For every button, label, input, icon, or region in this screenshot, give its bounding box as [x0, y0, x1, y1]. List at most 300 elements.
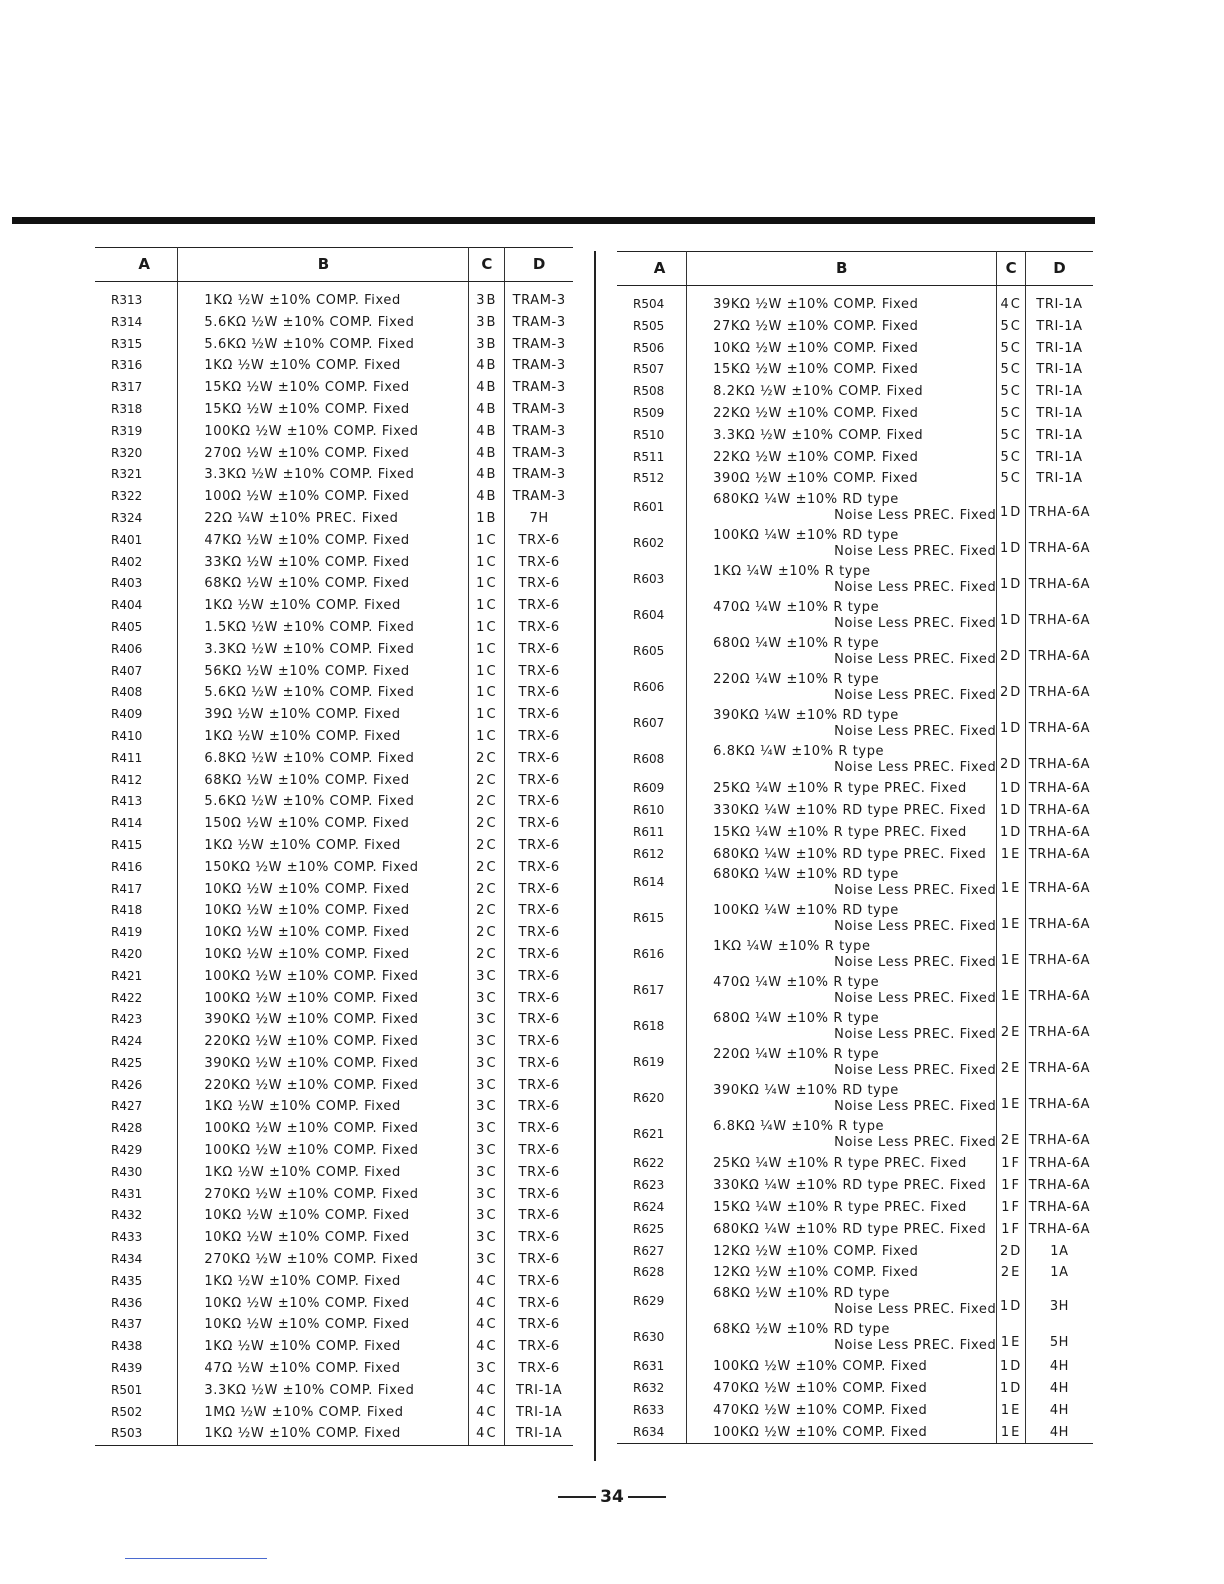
part-description: 25KΩ ¼W ±10% R type PREC. Fixed [687, 778, 997, 800]
part-description: 100KΩ ½W ±10% COMP. Fixed [178, 1140, 469, 1162]
board-name: TRHA-6A [1028, 577, 1091, 593]
table-row [617, 800, 1093, 822]
board-name: TRHA-6A [1028, 802, 1091, 818]
table-row [617, 973, 1093, 1009]
grid-location: 3C [469, 1140, 505, 1162]
ref-designator: R510 [617, 425, 687, 447]
ref-designator: R418 [95, 900, 178, 922]
part-description-line2: Noise Less PREC. Fixed [834, 508, 997, 524]
grid-location: 2D [997, 670, 1026, 706]
ref-designator: R319 [95, 421, 178, 443]
part-description: 10KΩ ½W ±10% COMP. Fixed [178, 1293, 469, 1315]
grid-location: 3C [469, 1249, 505, 1271]
ref-designator: R417 [95, 879, 178, 901]
grid-location: 1C [469, 726, 505, 748]
table-row [95, 355, 573, 377]
table-row [95, 421, 573, 443]
ref-designator: R620 [617, 1081, 687, 1117]
ref-designator: R611 [617, 822, 687, 844]
grid-location: 1E [997, 901, 1026, 937]
part-description [687, 490, 997, 526]
table-row [95, 552, 573, 574]
table-row [95, 1031, 573, 1053]
table-row [617, 1009, 1093, 1045]
board-name: TRHA-6A [1028, 649, 1091, 665]
ref-designator: R313 [95, 290, 178, 312]
part-description [687, 742, 997, 778]
table-row [617, 526, 1093, 562]
ref-designator: R503 [95, 1423, 178, 1445]
part-description [687, 526, 997, 562]
header-b: B [687, 252, 997, 286]
board-name: TRX-6 [518, 1099, 560, 1115]
board-name: TRAM-3 [512, 467, 566, 483]
part-description-line1: 100KΩ ¼W ±10% RD type [713, 903, 899, 919]
board-name: TRX-6 [518, 598, 560, 614]
part-description [687, 670, 997, 706]
grid-location: 2C [469, 879, 505, 901]
grid-location: 3C [469, 1009, 505, 1031]
board-name: 7H [529, 510, 549, 526]
ref-designator: R615 [617, 901, 687, 937]
ref-designator: R606 [617, 670, 687, 706]
board-name: TRI-1A [1036, 405, 1083, 421]
part-description: 1MΩ ½W ±10% COMP. Fixed [178, 1402, 469, 1424]
board-name: TRX-6 [518, 859, 560, 875]
part-description-line2: Noise Less PREC. Fixed [834, 955, 997, 971]
board-name: TRX-6 [518, 1077, 560, 1093]
board-name: TRHA-6A [1028, 846, 1091, 862]
table-row [95, 1314, 573, 1336]
table-row [95, 1184, 573, 1206]
ref-designator: R602 [617, 526, 687, 562]
table-row [95, 1009, 573, 1031]
ref-designator: R421 [95, 966, 178, 988]
part-description: 100KΩ ½W ±10% COMP. Fixed [178, 1118, 469, 1140]
part-description: 100KΩ ½W ±10% COMP. Fixed [178, 988, 469, 1010]
part-description: 100KΩ ½W ±10% COMP. Fixed [178, 421, 469, 443]
ref-designator: R612 [617, 844, 687, 866]
board-name: TRHA-6A [1028, 613, 1091, 629]
part-description-line1: 390KΩ ¼W ±10% RD type [713, 1083, 899, 1099]
board-name: 3H [1049, 1299, 1070, 1315]
part-description-line1: 390KΩ ¼W ±10% RD type [713, 708, 899, 724]
part-description: 150KΩ ½W ±10% COMP. Fixed [178, 857, 469, 879]
ref-designator: R629 [617, 1284, 687, 1320]
board-name: 4H [1049, 1359, 1070, 1375]
part-description-line2: Noise Less PREC. Fixed [834, 1099, 997, 1115]
ref-designator: R405 [95, 617, 178, 639]
part-description-line1: 1KΩ ¼W ±10% R type [713, 939, 871, 955]
part-description: 10KΩ ½W ±10% COMP. Fixed [178, 1205, 469, 1227]
grid-location: 1D [997, 598, 1026, 634]
part-description: 100KΩ ½W ±10% COMP. Fixed [687, 1422, 997, 1444]
table-row [617, 468, 1093, 490]
part-description [687, 634, 997, 670]
board-name: TRHA-6A [1028, 685, 1091, 701]
table-row [95, 1096, 573, 1118]
grid-location: 4B [469, 355, 505, 377]
ref-designator: R424 [95, 1031, 178, 1053]
header-d: D [505, 248, 573, 282]
ref-designator: R430 [95, 1162, 178, 1184]
board-name: 4H [1049, 1380, 1070, 1396]
ref-designator: R605 [617, 634, 687, 670]
grid-location: 4B [469, 399, 505, 421]
part-description [687, 706, 997, 742]
table-row [617, 901, 1093, 937]
board-name: TRX-6 [518, 837, 560, 853]
part-description: 12KΩ ½W ±10% COMP. Fixed [687, 1241, 997, 1263]
table-row [95, 1118, 573, 1140]
table-row [95, 1402, 573, 1424]
grid-location: 4C [469, 1293, 505, 1315]
board-name: TRAM-3 [512, 380, 566, 396]
table-row [617, 1378, 1093, 1400]
table-row [617, 865, 1093, 901]
ref-designator: R608 [617, 742, 687, 778]
grid-location: 5C [997, 338, 1026, 360]
part-description: 22Ω ¼W ±10% PREC. Fixed [178, 508, 469, 530]
ref-designator: R322 [95, 486, 178, 508]
table-body-left [95, 290, 573, 1446]
grid-location: 1C [469, 552, 505, 574]
header-d: D [1025, 252, 1093, 286]
ref-designator: R402 [95, 552, 178, 574]
part-description-line2: Noise Less PREC. Fixed [834, 1338, 997, 1354]
grid-location: 3C [469, 1162, 505, 1184]
grid-location: 2D [997, 1241, 1026, 1263]
grid-location: 1F [997, 1175, 1026, 1197]
grid-location: 1C [469, 573, 505, 595]
table-row [95, 966, 573, 988]
grid-location: 1E [997, 1320, 1026, 1356]
part-description: 270KΩ ½W ±10% COMP. Fixed [178, 1184, 469, 1206]
table-row [95, 290, 573, 312]
table-row [95, 573, 573, 595]
table-row [95, 682, 573, 704]
table-row [95, 988, 573, 1010]
grid-location: 3C [469, 1227, 505, 1249]
table-row [617, 562, 1093, 598]
part-description: 1KΩ ½W ±10% COMP. Fixed [178, 1271, 469, 1293]
board-name: TRX-6 [518, 816, 560, 832]
grid-location: 4C [469, 1423, 505, 1445]
grid-location: 2C [469, 770, 505, 792]
table-row [95, 1227, 573, 1249]
grid-location: 1C [469, 682, 505, 704]
board-name: TRAM-3 [512, 358, 566, 374]
part-description: 680KΩ ¼W ±10% RD type PREC. Fixed [687, 1219, 997, 1241]
part-description: 3.3KΩ ½W ±10% COMP. Fixed [178, 639, 469, 661]
grid-location: 3C [469, 1075, 505, 1097]
part-description-line2: Noise Less PREC. Fixed [834, 688, 997, 704]
table-row [95, 639, 573, 661]
part-description: 10KΩ ½W ±10% COMP. Fixed [178, 1227, 469, 1249]
grid-location: 1C [469, 639, 505, 661]
ref-designator: R630 [617, 1320, 687, 1356]
board-name: TRHA-6A [1028, 1156, 1091, 1172]
part-description: 390Ω ½W ±10% COMP. Fixed [687, 468, 997, 490]
board-name: TRHA-6A [1028, 1132, 1091, 1148]
table-row [95, 944, 573, 966]
table-row [617, 1262, 1093, 1284]
ref-designator: R607 [617, 706, 687, 742]
grid-location: 5C [997, 468, 1026, 490]
table-row [617, 598, 1093, 634]
grid-location: 1E [997, 937, 1026, 973]
board-name: TRI-1A [1036, 471, 1083, 487]
grid-location: 2C [469, 944, 505, 966]
part-description: 10KΩ ½W ±10% COMP. Fixed [687, 338, 997, 360]
grid-location: 1E [997, 1400, 1026, 1422]
grid-location: 3C [469, 1358, 505, 1380]
board-name: TRHA-6A [1028, 880, 1091, 896]
part-description: 25KΩ ¼W ±10% R type PREC. Fixed [687, 1153, 997, 1175]
board-name: TRX-6 [518, 1055, 560, 1071]
grid-location: 2E [997, 1045, 1026, 1081]
ref-designator: R435 [95, 1271, 178, 1293]
part-description: 68KΩ ½W ±10% COMP. Fixed [178, 573, 469, 595]
ref-designator: R413 [95, 791, 178, 813]
part-description: 3.3KΩ ½W ±10% COMP. Fixed [687, 425, 997, 447]
grid-location: 3C [469, 988, 505, 1010]
part-description-line2: Noise Less PREC. Fixed [834, 919, 997, 935]
part-description: 33KΩ ½W ±10% COMP. Fixed [178, 552, 469, 574]
table-row [617, 1241, 1093, 1263]
grid-location: 1C [469, 617, 505, 639]
ref-designator: R317 [95, 377, 178, 399]
part-description: 1KΩ ½W ±10% COMP. Fixed [178, 290, 469, 312]
board-name: TRHA-6A [1028, 781, 1091, 797]
page-number-text: 34 [600, 1487, 624, 1507]
ref-designator: R320 [95, 443, 178, 465]
table-row [95, 312, 573, 334]
grid-location: 3C [469, 1053, 505, 1075]
board-name: TRI-1A [1036, 362, 1083, 378]
ref-designator: R604 [617, 598, 687, 634]
table-row [95, 617, 573, 639]
ref-designator: R422 [95, 988, 178, 1010]
table-row [617, 937, 1093, 973]
part-description: 12KΩ ½W ±10% COMP. Fixed [687, 1262, 997, 1284]
part-description: 3.3KΩ ½W ±10% COMP. Fixed [178, 1380, 469, 1402]
table-row [95, 661, 573, 683]
table-row [617, 381, 1093, 403]
grid-location: 1D [997, 1356, 1026, 1378]
board-name: TRHA-6A [1028, 916, 1091, 932]
grid-location: 4C [469, 1380, 505, 1402]
table-row [617, 1153, 1093, 1175]
part-description-line2: Noise Less PREC. Fixed [834, 724, 997, 740]
grid-location: 2C [469, 813, 505, 835]
board-name: TRX-6 [518, 750, 560, 766]
board-name: TRHA-6A [1028, 1096, 1091, 1112]
ref-designator: R624 [617, 1197, 687, 1219]
grid-location: 2E [997, 1009, 1026, 1045]
ref-designator: R436 [95, 1293, 178, 1315]
column-divider [594, 251, 596, 1461]
ref-designator: R420 [95, 944, 178, 966]
ref-designator: R324 [95, 508, 178, 530]
table-row [617, 1400, 1093, 1422]
part-description: 22KΩ ½W ±10% COMP. Fixed [687, 403, 997, 425]
part-description-line2: Noise Less PREC. Fixed [834, 760, 997, 776]
part-description: 1KΩ ½W ±10% COMP. Fixed [178, 726, 469, 748]
part-description: 15KΩ ¼W ±10% R type PREC. Fixed [687, 1197, 997, 1219]
ref-designator: R314 [95, 312, 178, 334]
board-name: TRHA-6A [1028, 1024, 1091, 1040]
ref-designator: R505 [617, 316, 687, 338]
part-description: 8.2KΩ ½W ±10% COMP. Fixed [687, 381, 997, 403]
table-row [617, 490, 1093, 526]
table-row [95, 595, 573, 617]
part-description [687, 1045, 997, 1081]
board-name: TRAM-3 [512, 401, 566, 417]
board-name: TRI-1A [1036, 384, 1083, 400]
grid-location: 4B [469, 377, 505, 399]
table-row [95, 334, 573, 356]
ref-designator: R601 [617, 490, 687, 526]
board-name: TRHA-6A [1028, 988, 1091, 1004]
grid-location: 1D [997, 562, 1026, 598]
part-description: 68KΩ ½W ±10% COMP. Fixed [178, 770, 469, 792]
part-description: 1KΩ ½W ±10% COMP. Fixed [178, 1162, 469, 1184]
part-description [687, 1009, 997, 1045]
table-row [617, 425, 1093, 447]
board-name: TRI-1A [1036, 297, 1083, 312]
header-a: A [617, 252, 687, 286]
part-description [687, 598, 997, 634]
board-name: TRX-6 [518, 1273, 560, 1289]
grid-location: 4C [997, 294, 1026, 316]
ref-designator: R609 [617, 778, 687, 800]
part-description-line2: Noise Less PREC. Fixed [834, 580, 997, 596]
grid-location: 5C [997, 381, 1026, 403]
grid-location: 1D [997, 778, 1026, 800]
ref-designator: R407 [95, 661, 178, 683]
table-row [95, 1162, 573, 1184]
table-row [617, 1117, 1093, 1153]
ref-designator: R408 [95, 682, 178, 704]
grid-location: 4C [469, 1271, 505, 1293]
grid-location: 2C [469, 748, 505, 770]
part-description [687, 562, 997, 598]
ref-designator: R621 [617, 1117, 687, 1153]
board-name: TRAM-3 [512, 336, 566, 352]
part-description-line2: Noise Less PREC. Fixed [834, 991, 997, 1007]
ref-designator: R438 [95, 1336, 178, 1358]
grid-location: 1D [997, 800, 1026, 822]
parts-table-right [617, 251, 1093, 1444]
grid-location: 1C [469, 661, 505, 683]
part-description-line1: 680KΩ ¼W ±10% RD type [713, 492, 899, 508]
part-description-line1: 220Ω ¼W ±10% R type [713, 1047, 880, 1063]
board-name: TRX-6 [518, 946, 560, 962]
board-name: TRAM-3 [512, 445, 566, 461]
table-row [617, 1081, 1093, 1117]
ref-designator: R502 [95, 1402, 178, 1424]
table-row [95, 1205, 573, 1227]
part-description [687, 1081, 997, 1117]
ref-designator: R511 [617, 447, 687, 469]
table-row [617, 1045, 1093, 1081]
table-row [617, 844, 1093, 866]
grid-location: 5C [997, 447, 1026, 469]
ref-designator: R622 [617, 1153, 687, 1175]
part-description: 5.6KΩ ½W ±10% COMP. Fixed [178, 312, 469, 334]
part-description-line1: 680Ω ¼W ±10% R type [713, 1011, 880, 1027]
board-name: TRX-6 [518, 772, 560, 788]
ref-designator: R632 [617, 1378, 687, 1400]
part-description: 22KΩ ½W ±10% COMP. Fixed [687, 447, 997, 469]
part-description: 10KΩ ½W ±10% COMP. Fixed [178, 879, 469, 901]
part-description: 10KΩ ½W ±10% COMP. Fixed [178, 944, 469, 966]
table-header-row [617, 252, 1093, 286]
grid-location: 2E [997, 1262, 1026, 1284]
header-c: C [469, 248, 505, 282]
part-description: 3.3KΩ ½W ±10% COMP. Fixed [178, 464, 469, 486]
grid-location: 1C [469, 530, 505, 552]
ref-designator: R512 [617, 468, 687, 490]
part-description: 5.6KΩ ½W ±10% COMP. Fixed [178, 334, 469, 356]
ref-designator: R504 [617, 294, 687, 316]
table-row [95, 857, 573, 879]
part-description: 15KΩ ½W ±10% COMP. Fixed [687, 359, 997, 381]
grid-location: 4B [469, 421, 505, 443]
table-row [617, 1284, 1093, 1320]
grid-location: 1D [997, 490, 1026, 526]
header-c: C [997, 252, 1026, 286]
part-description [687, 937, 997, 973]
part-description-line1: 220Ω ¼W ±10% R type [713, 672, 880, 688]
grid-location: 3C [469, 1184, 505, 1206]
board-name: TRI-1A [516, 1404, 563, 1420]
part-description: 1KΩ ½W ±10% COMP. Fixed [178, 1423, 469, 1445]
board-name: TRX-6 [518, 1339, 560, 1355]
board-name: TRX-6 [518, 794, 560, 810]
ref-designator: R426 [95, 1075, 178, 1097]
table-row [95, 1249, 573, 1271]
grid-location: 3B [469, 334, 505, 356]
part-description [687, 865, 997, 901]
grid-location: 3B [469, 312, 505, 334]
part-description: 100KΩ ½W ±10% COMP. Fixed [687, 1356, 997, 1378]
ref-designator: R429 [95, 1140, 178, 1162]
grid-location: 1D [997, 706, 1026, 742]
grid-location: 3B [469, 290, 505, 312]
part-description: 39KΩ ½W ±10% COMP. Fixed [687, 294, 997, 316]
table-row [617, 1219, 1093, 1241]
grid-location: 2D [997, 742, 1026, 778]
ref-designator: R416 [95, 857, 178, 879]
board-name: TRHA-6A [1028, 721, 1091, 737]
part-description-line1: 470Ω ¼W ±10% R type [713, 600, 880, 616]
table-row [617, 359, 1093, 381]
board-name: TRX-6 [518, 1295, 560, 1311]
grid-location: 4C [469, 1314, 505, 1336]
part-description-line2: Noise Less PREC. Fixed [834, 883, 997, 899]
part-description: 100Ω ½W ±10% COMP. Fixed [178, 486, 469, 508]
part-description-line1: 6.8KΩ ¼W ±10% R type [713, 744, 885, 760]
part-description: 220KΩ ½W ±10% COMP. Fixed [178, 1075, 469, 1097]
part-description: 470KΩ ½W ±10% COMP. Fixed [687, 1378, 997, 1400]
table-row [617, 447, 1093, 469]
ref-designator: R614 [617, 865, 687, 901]
part-description-line1: 100KΩ ¼W ±10% RD type [713, 528, 899, 544]
grid-location: 1E [997, 973, 1026, 1009]
part-description-line1: 1KΩ ¼W ±10% R type [713, 564, 871, 580]
